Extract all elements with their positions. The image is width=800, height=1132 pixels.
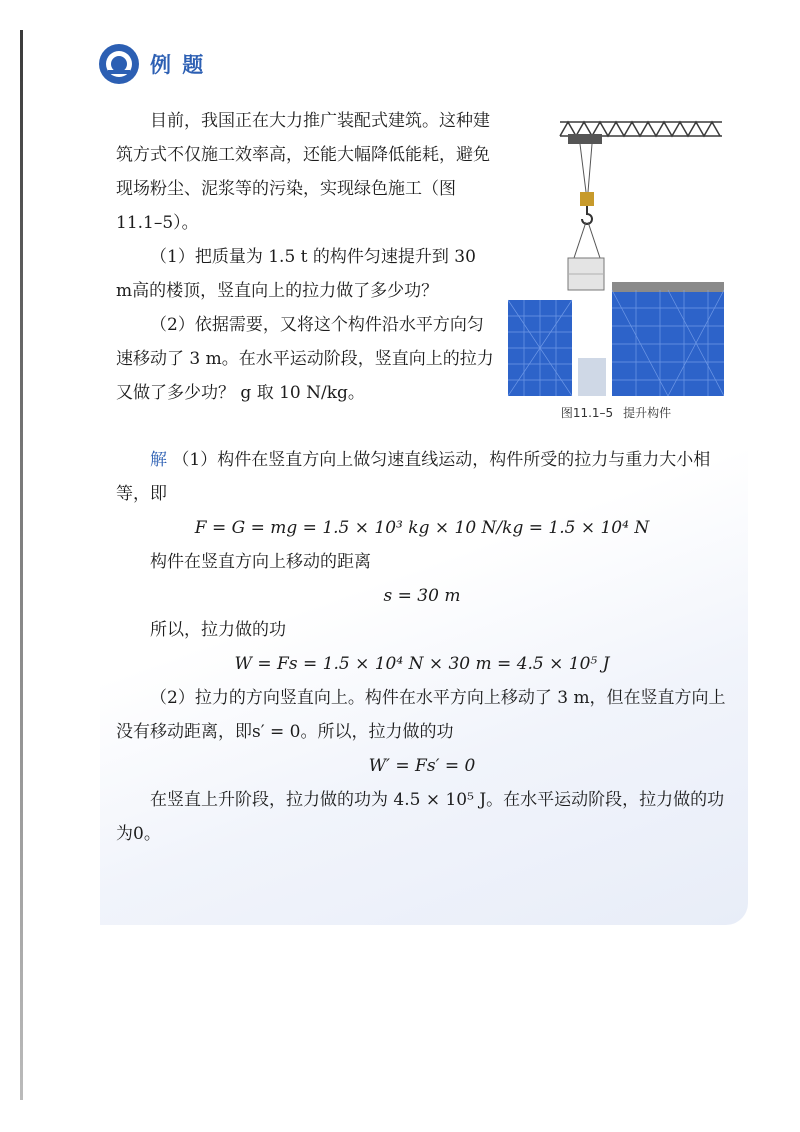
left-building [508, 300, 572, 396]
equation-force: F = G = mg = 1.5 × 10³ kg × 10 N/kg = 1.5 × 10⁴ N [194, 518, 650, 538]
target-icon [98, 43, 140, 85]
figure-number: 图11.1–5 [560, 406, 614, 420]
hook-block [580, 192, 594, 206]
crane-trolley [568, 134, 602, 144]
solution-part-2: （2）拉力的方向竖直向上。构件在水平方向上移动了 3 m，但在竖直方向上没有移动距离，即s′ = 0。所以，拉力做的功 [116, 688, 726, 742]
solution-part-1 [116, 443, 728, 511]
solution-label: 解 [150, 450, 167, 470]
question-1: （1）把质量为 1.5 t 的构件匀速提升到 30 m高的楼顶，竖直向上的拉力做了多少功？ [116, 247, 476, 301]
equation-work: W = Fs = 1.5 × 10⁴ N × 30 m = 4.5 × 10⁵ J [234, 654, 610, 674]
section-title: 例 题 [150, 53, 206, 77]
solution-step-1: （1）构件在竖直方向上做匀速直线运动，构件所受的拉力与重力大小相等，即 [116, 450, 711, 504]
section-header [98, 42, 205, 86]
right-building [612, 282, 724, 396]
solution-step-3: 所以，拉力做的功 [150, 620, 286, 640]
solution [116, 443, 728, 851]
crane-jib [560, 122, 722, 136]
question-2: （2）依据需要，又将这个构件沿水平方向匀速移动了 3 m。在水平运动阶段，竖直向上的拉力又做了多少功？ g 取 10 N/kg。 [116, 315, 494, 403]
solution-conclusion: 在竖直上升阶段，拉力做的功为 4.5 × 10⁵ J。在水平运动阶段，拉力做的功为0。 [116, 790, 725, 844]
crane-lifting-figure [508, 108, 724, 396]
equation-distance: s = 30 m [383, 586, 461, 606]
page-binding-edge [20, 30, 23, 1100]
equation-work-horizontal: W′ = Fs′ = 0 [368, 756, 476, 776]
solution-step-2: 构件在竖直方向上移动的距离 [150, 552, 371, 572]
problem-statement [116, 104, 494, 410]
figure-title: 提升构件 [623, 406, 672, 420]
figure-caption [508, 404, 724, 421]
intro-paragraph: 目前，我国正在大力推广装配式建筑。这种建筑方式不仅施工效率高，还能大幅降低能耗，避免现场粉尘、泥浆等的污染，实现绿色施工（图 11.1–5）。 [116, 111, 490, 233]
distant-building [578, 358, 606, 396]
hook-icon [582, 206, 592, 224]
